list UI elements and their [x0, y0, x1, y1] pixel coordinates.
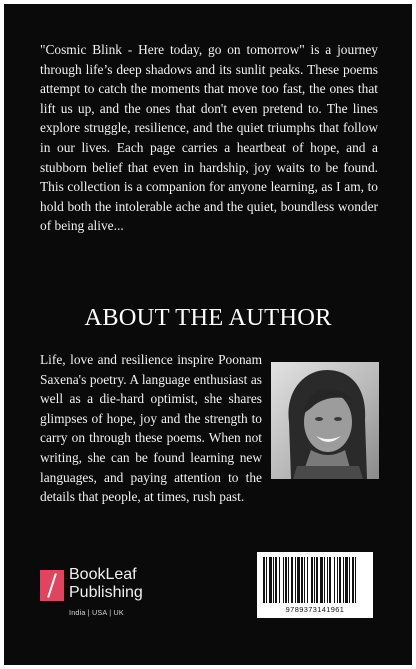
publisher-logo	[40, 566, 190, 626]
slash-logo-icon	[40, 570, 64, 601]
publisher-name-line1: BookLeaf	[69, 566, 137, 583]
author-photo	[271, 362, 379, 479]
isbn-number: 9789373141961	[285, 605, 345, 614]
isbn-barcode	[257, 552, 373, 618]
book-back-cover	[4, 4, 412, 665]
publisher-regions: India | USA | UK	[69, 608, 124, 617]
about-author-heading: ABOUT THE AUTHOR	[84, 304, 332, 331]
book-blurb: "Cosmic Blink - Here today, go on tomorrow" is a journey through life’s deep shadows and its sunlit peaks. These poems attempt to catch the moments that move too fast, the ones that lift us up, and the ones that don't even pretend to. The lines explore struggle, resilience, and the quiet triumphs that follow in our lives. Each page carries a heartbeat of hope, and a stubborn belief that even in hardship, joy waits to be found. This collection is a companion for anyone learning, as I am, to hold both the intolerable ache and the quiet, boundless wonder of being alive...	[40, 42, 378, 234]
publisher-name-line2: Publishing	[69, 584, 143, 601]
author-bio: Life, love and resilience inspire Poonam Saxena's poetry. A language enthusiast as well as a die-hard optimist, she shares glimpses of hope, joy and the strength to carry on through these poems. When not writing, she can be found learning new languages, and paying attention to the details that people, at times, rush past.	[40, 352, 262, 505]
publisher-name	[69, 566, 143, 602]
barcode-bars	[262, 557, 368, 603]
